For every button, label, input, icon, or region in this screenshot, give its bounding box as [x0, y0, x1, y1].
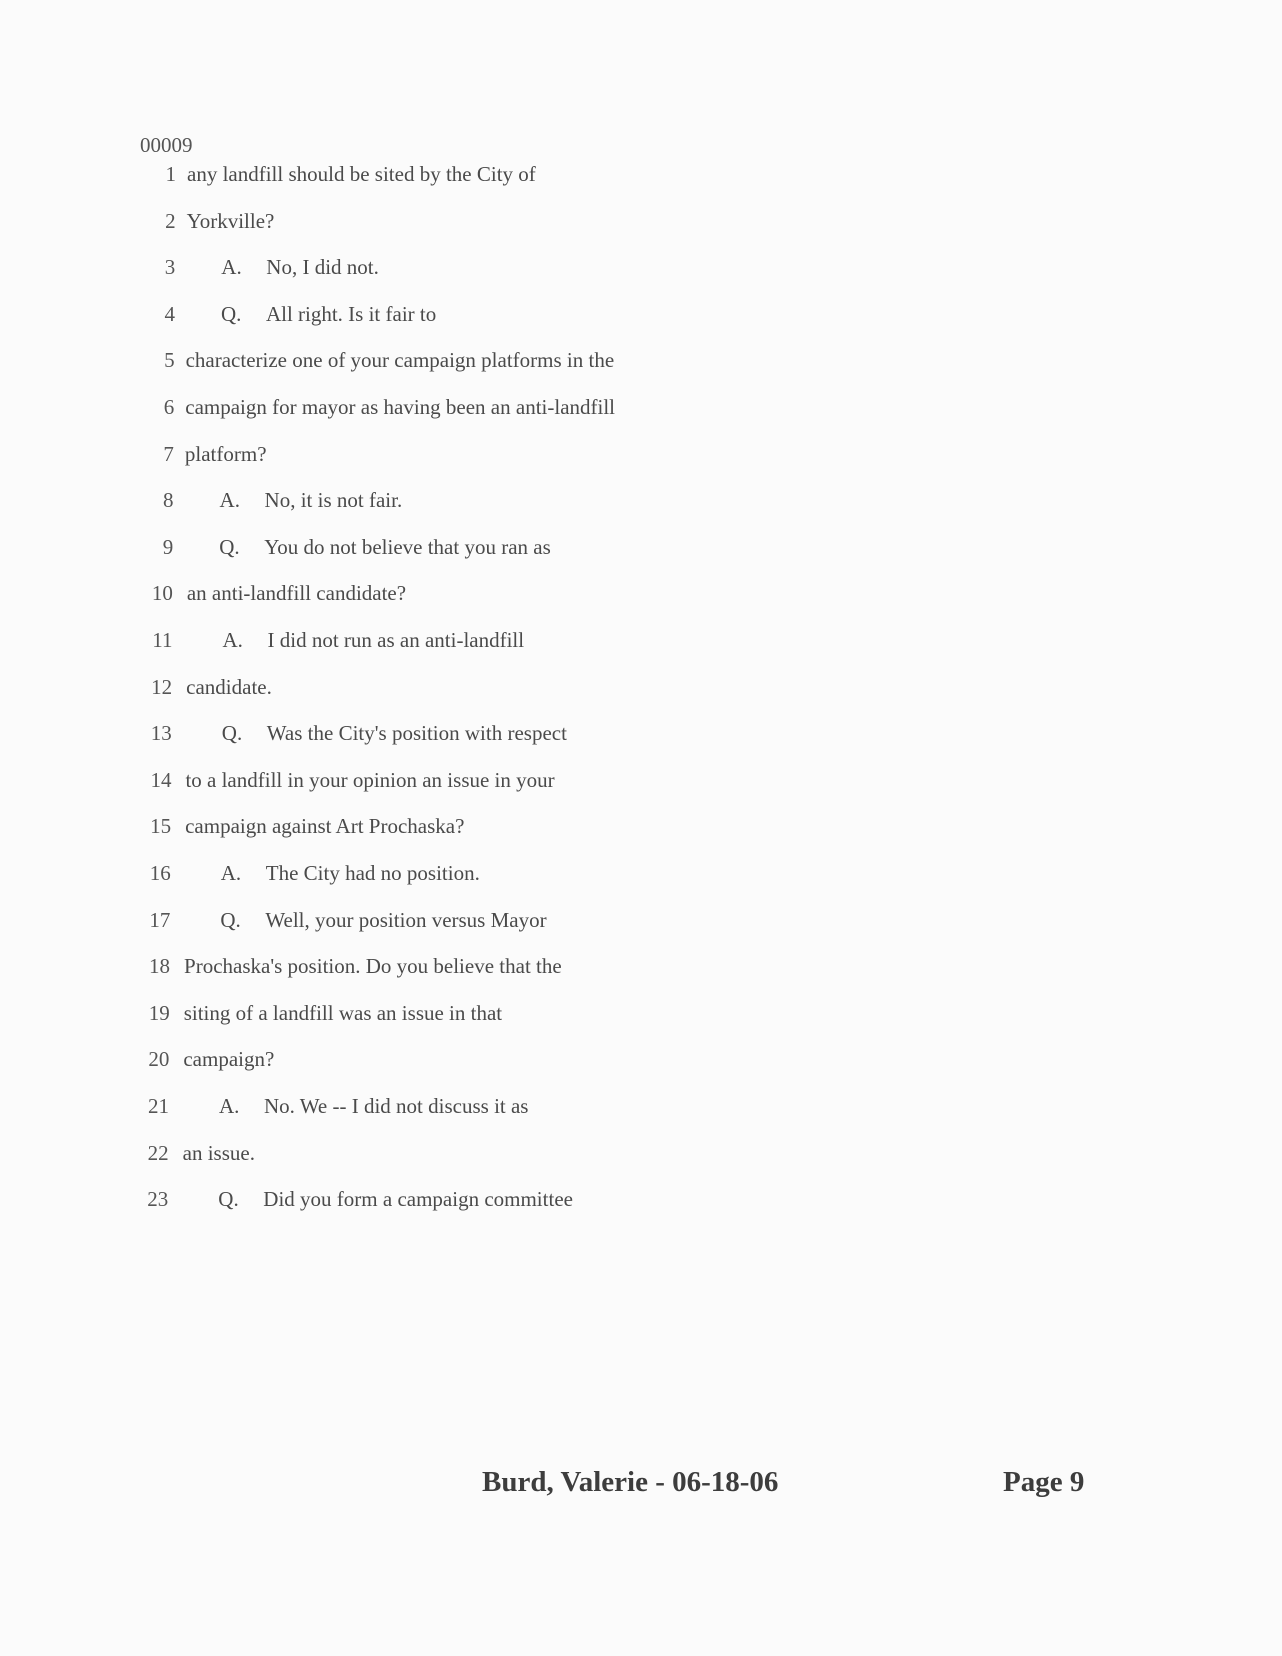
line-text: siting of a landfill was an issue in that — [183, 1000, 503, 1025]
line-text: campaign? — [183, 1047, 275, 1072]
line-number: 2 — [165, 208, 176, 233]
line-number: 11 — [152, 628, 173, 652]
footer-page-number: Page 9 — [1003, 1466, 1085, 1498]
line-text: No, it is not fair. — [264, 488, 403, 513]
line-number: 17 — [149, 907, 171, 932]
speaker-label: Q. — [218, 1187, 239, 1212]
line-number: 22 — [147, 1140, 169, 1165]
line-number: 5 — [164, 348, 175, 373]
line-text: The City had no position. — [265, 861, 480, 885]
line-number: 8 — [163, 488, 174, 513]
line-number: 20 — [148, 1047, 170, 1072]
speaker-label: A. — [219, 488, 240, 513]
line-text: candidate. — [186, 674, 272, 699]
line-text: Was the City's position with respect — [266, 721, 567, 746]
line-number: 6 — [163, 395, 175, 419]
line-number: 13 — [150, 721, 172, 746]
speaker-label: A. — [220, 861, 242, 885]
speaker-label: A. — [221, 255, 242, 280]
line-text: characterize one of your campaign platforms in the — [185, 348, 615, 373]
line-text: All right. Is it fair to — [265, 301, 437, 326]
line-number: 23 — [147, 1187, 169, 1212]
line-text: I did not run as an anti-landfill — [267, 628, 525, 652]
line-text: campaign against Art Prochaska? — [185, 814, 465, 839]
speaker-label: Q. — [221, 721, 243, 746]
line-number: 4 — [164, 301, 175, 326]
line-text: Well, your position versus Mayor — [265, 907, 547, 932]
line-number: 12 — [151, 674, 173, 699]
line-number: 14 — [150, 767, 172, 792]
line-text: Prochaska's position. Do you believe that the — [184, 954, 562, 979]
line-number: 21 — [148, 1094, 169, 1118]
speaker-label: Q. — [220, 301, 242, 326]
line-number: 3 — [164, 255, 176, 280]
line-number: 1 — [165, 162, 176, 186]
speaker-label: Q. — [220, 907, 241, 932]
line-number: 19 — [148, 1000, 170, 1025]
line-number: 7 — [163, 441, 174, 466]
footer-deponent: Burd, Valerie - 06-18-06 — [482, 1466, 779, 1498]
line-text: Yorkville? — [186, 208, 275, 233]
line-text: an issue. — [182, 1140, 255, 1165]
line-text: You do not believe that you ran as — [264, 534, 551, 559]
line-text: to a landfill in your opinion an issue in your — [185, 767, 555, 792]
speaker-label: A. — [219, 1094, 240, 1118]
line-text: an anti-landfill candidate? — [186, 581, 407, 606]
line-text: No. We -- I did not discuss it as — [264, 1094, 529, 1118]
line-number: 16 — [149, 861, 171, 885]
line-text: No, I did not. — [266, 255, 379, 280]
line-text: any landfill should be sited by the City of — [187, 162, 536, 186]
page-id: 00009 — [140, 133, 193, 157]
line-text: platform? — [184, 441, 267, 466]
speaker-label: A. — [222, 628, 243, 652]
line-text: campaign for mayor as having been an anti-landfill — [185, 395, 616, 419]
speaker-label: Q. — [219, 534, 240, 559]
line-number: 10 — [151, 581, 173, 606]
line-number: 15 — [150, 814, 172, 839]
line-number: 9 — [162, 534, 174, 559]
line-number: 18 — [149, 954, 171, 979]
line-text: Did you form a campaign committee — [263, 1187, 573, 1212]
